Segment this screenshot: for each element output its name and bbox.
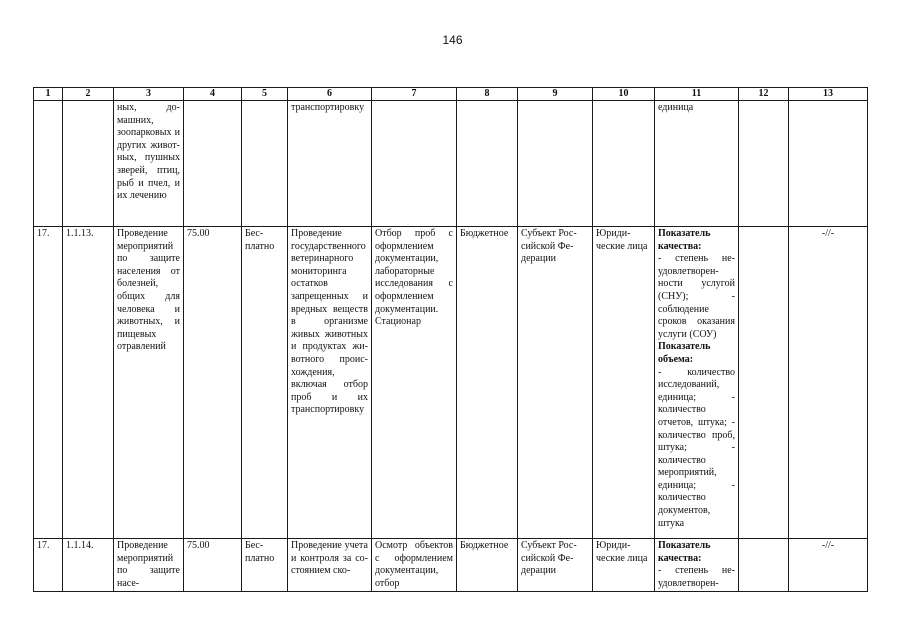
- services-table: [33, 87, 868, 592]
- col-header-11: 11: [655, 88, 739, 101]
- cell-ditto: -//-: [789, 539, 868, 592]
- col-header-1: 1: [34, 88, 63, 101]
- cell-subject: Проведение мероприятий по защите насе-: [114, 539, 184, 592]
- cell-payment: Бесплатно: [242, 539, 288, 592]
- cell-content: Проведение государственного ветеринарного мониторинга остатков запрещенных и вредных веществ в организме живых животных и продуктах животного происхождения, включая отбор проб и их транспортировку: [288, 227, 372, 539]
- volume-text: - количество исследований, единица; - количество отчетов, штука; - количество проб, штука; - количество мероприятий, единица; - количество документов, штука: [658, 366, 735, 529]
- cell-indicators: [655, 227, 739, 539]
- cell-subject: Проведение мероприятий по защите населения от болезней, общих для человека и животных, и пищевых отравлений: [114, 227, 184, 539]
- continuation-row: [34, 101, 868, 227]
- cell-number: 17.: [34, 227, 63, 539]
- cell-empty: [739, 227, 789, 539]
- cell-indicators: [655, 539, 739, 592]
- cell-content: Проведение учета и контроля за состоянием ско-: [288, 539, 372, 592]
- quality-label: Показатель качества:: [658, 228, 711, 252]
- table-row: [34, 227, 868, 539]
- cell-conditions: Отбор проб с оформлением документации, лабораторные исследования с оформлением документации. Стационар: [372, 227, 457, 539]
- cell-institution-type: Бюджетное: [457, 539, 518, 592]
- table-row: [34, 539, 868, 592]
- cell-consumers: Юридические лица: [593, 227, 655, 539]
- col-header-13: 13: [789, 88, 868, 101]
- header-row: [34, 88, 868, 101]
- col-header-12: 12: [739, 88, 789, 101]
- quality-label: Показатель качества:: [658, 540, 711, 564]
- cell-content: транспортировку: [288, 101, 372, 227]
- cell-indicator: единица: [655, 101, 739, 227]
- col-header-4: 4: [184, 88, 242, 101]
- page-number: 146: [442, 33, 463, 47]
- quality-text: - степень неудовлетворенности услугой (СНУ); - соблюдение сроков оказания услуги (СОУ): [658, 253, 735, 340]
- quality-text: - степень неудовлетворен-: [658, 565, 735, 589]
- col-header-5: 5: [242, 88, 288, 101]
- cell-empty: [739, 539, 789, 592]
- cell-payment: Бесплатно: [242, 227, 288, 539]
- cell-subject: ных, домашних, зоопарковых и других животных, пушных зверей, птиц, рыб и пчел, и их лечению: [114, 101, 184, 227]
- col-header-10: 10: [593, 88, 655, 101]
- cell-institution-type: Бюджетное: [457, 227, 518, 539]
- cell-code: 1.1.13.: [63, 227, 114, 539]
- cell-ditto: -//-: [789, 227, 868, 539]
- cell-conditions: Осмотр объектов с оформлением документации, отбор: [372, 539, 457, 592]
- cell-consumers: Юридические лица: [593, 539, 655, 592]
- volume-label: Показатель объема:: [658, 341, 711, 365]
- col-header-2: 2: [63, 88, 114, 101]
- col-header-8: 8: [457, 88, 518, 101]
- cell-level: Субъект Российской Федерации: [518, 539, 593, 592]
- cell-rate: 75.00: [184, 539, 242, 592]
- col-header-7: 7: [372, 88, 457, 101]
- cell-code: 1.1.14.: [63, 539, 114, 592]
- col-header-6: 6: [288, 88, 372, 101]
- cell-level: Субъект Российской Федерации: [518, 227, 593, 539]
- cell-rate: 75.00: [184, 227, 242, 539]
- col-header-3: 3: [114, 88, 184, 101]
- col-header-9: 9: [518, 88, 593, 101]
- cell-number: 17.: [34, 539, 63, 592]
